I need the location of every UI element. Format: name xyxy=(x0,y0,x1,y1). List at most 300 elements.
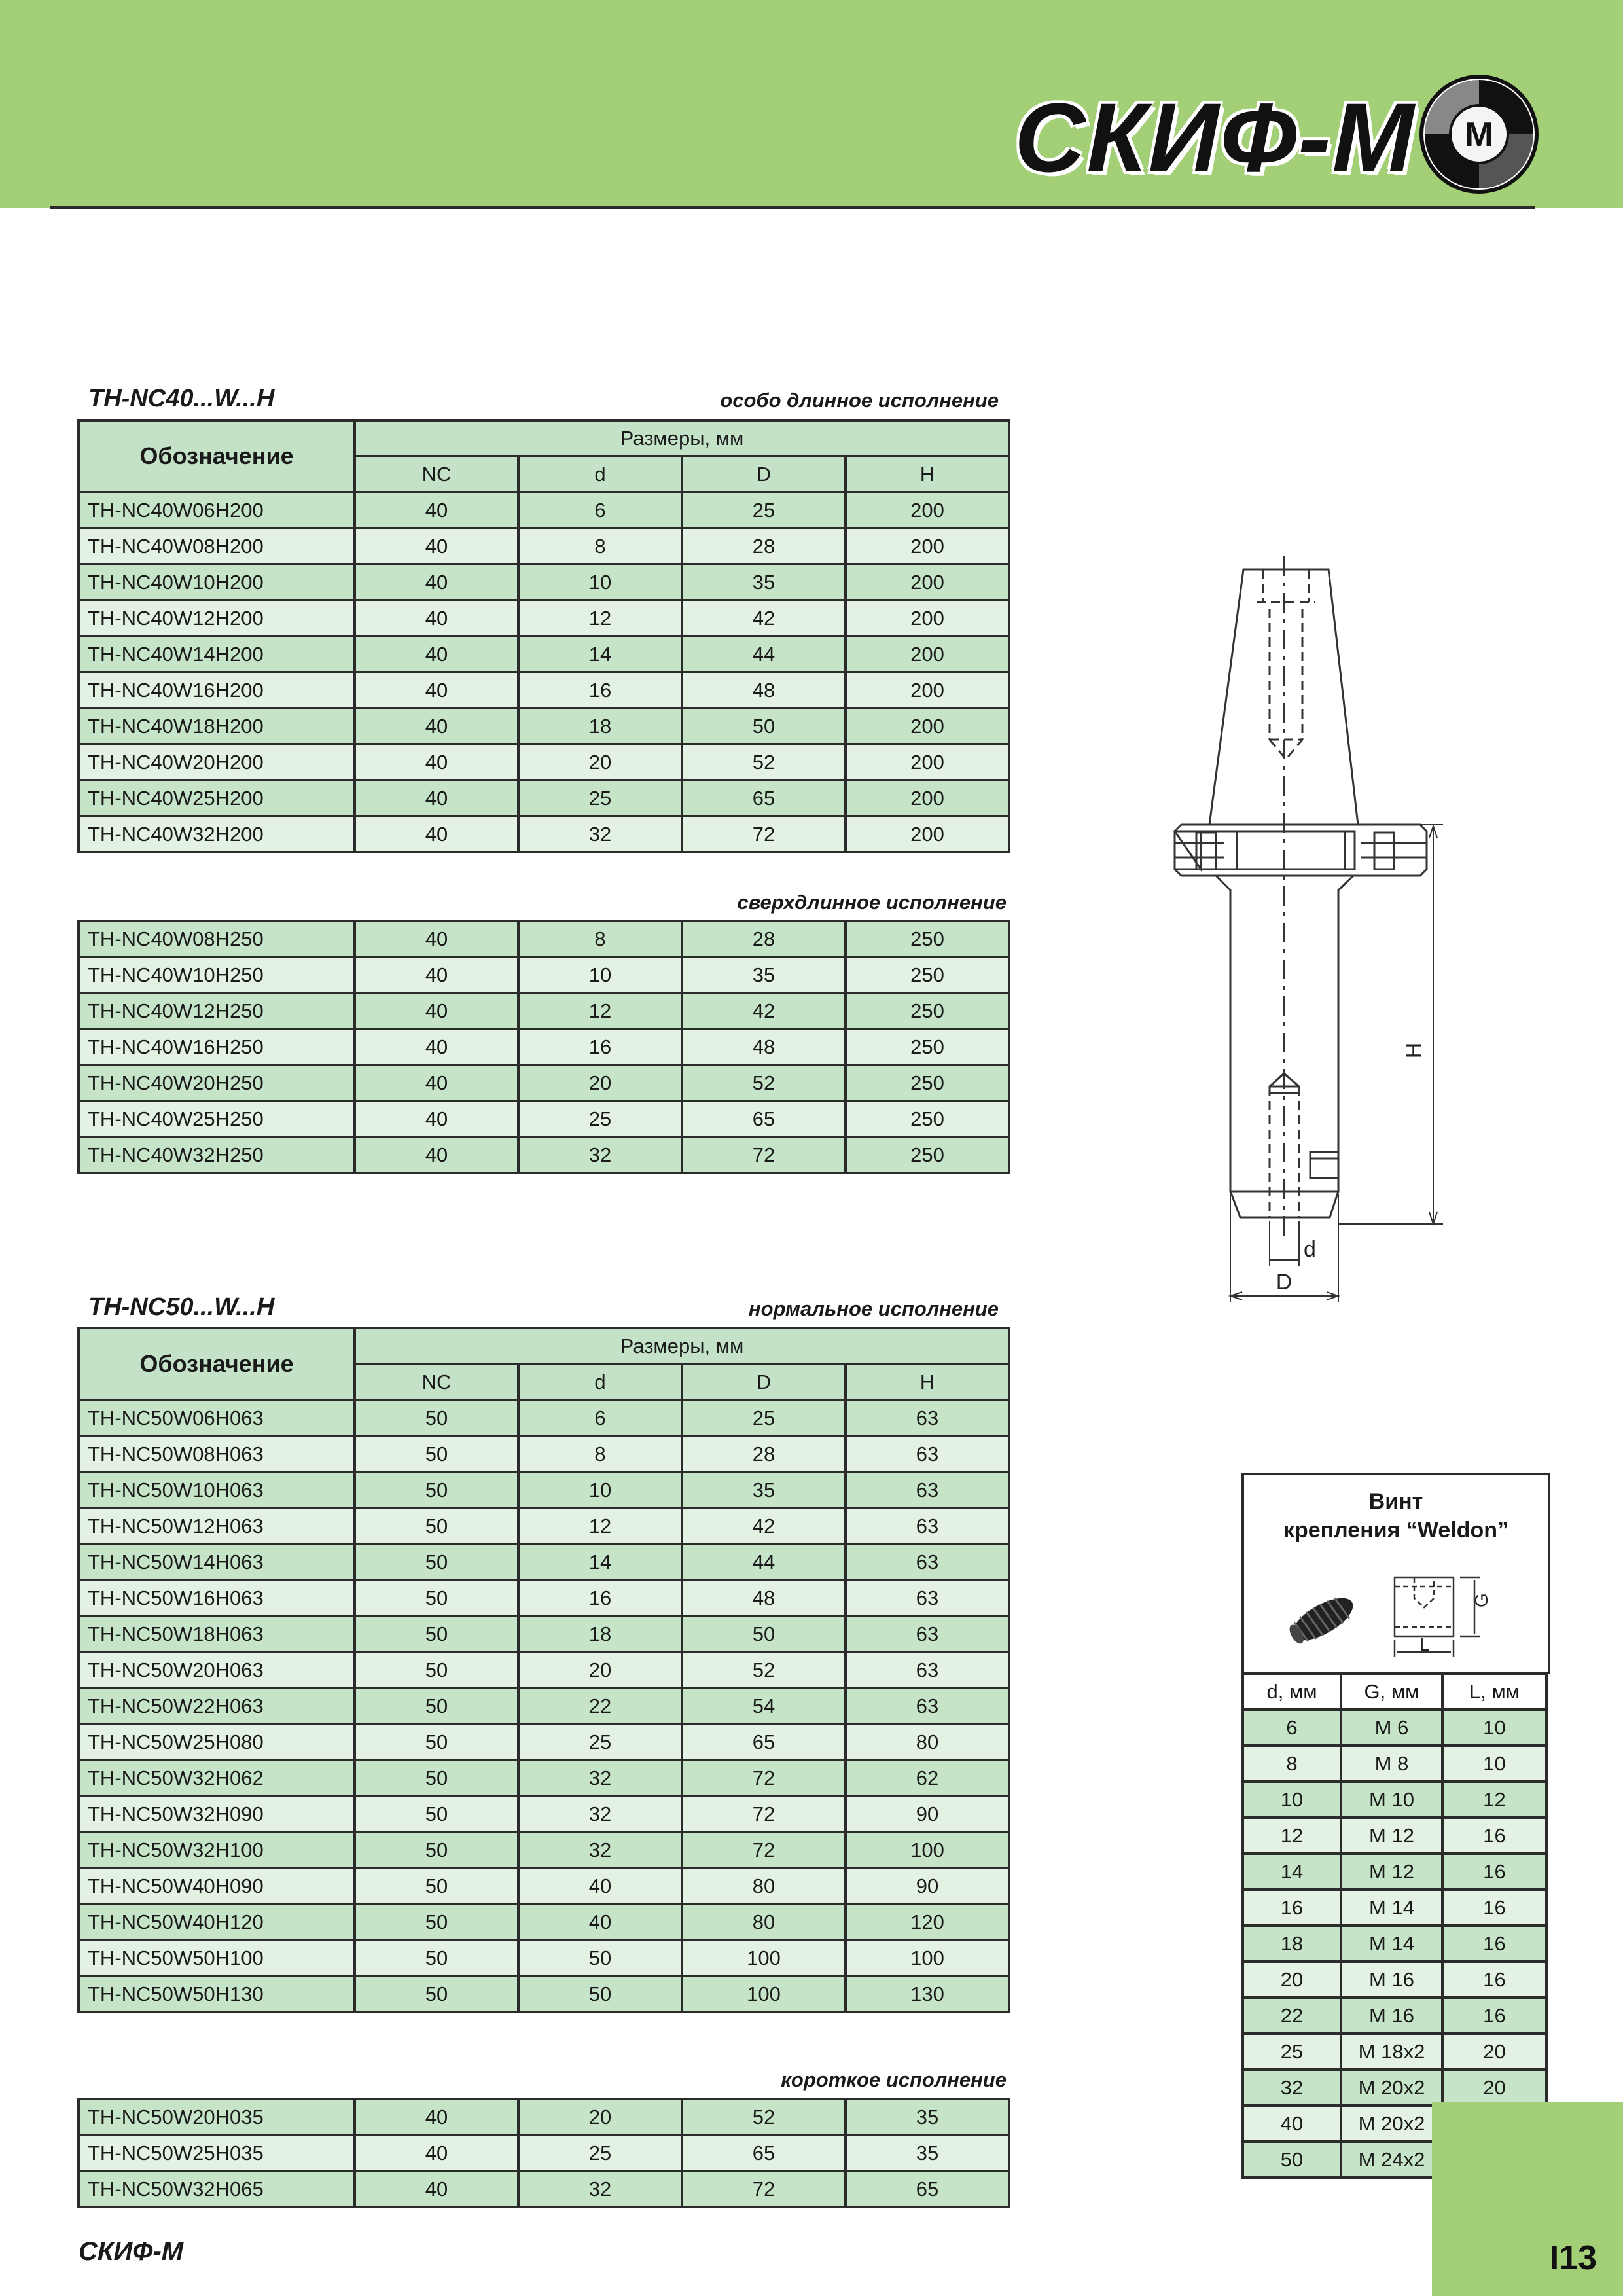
table-row xyxy=(79,816,1009,852)
cell-value: M 20x2 xyxy=(1341,2106,1442,2142)
table-row xyxy=(79,672,1009,708)
cell-value: 48 xyxy=(682,1029,846,1065)
cell-designation: TH-NC50W20H063 xyxy=(79,1652,355,1688)
cell-value: 50 xyxy=(518,1940,682,1976)
table-row xyxy=(79,708,1009,744)
header-sizes: Размеры, мм xyxy=(355,420,1009,456)
cell-designation: TH-NC50W20H035 xyxy=(79,2099,355,2135)
cell-value: 8 xyxy=(518,1436,682,1472)
cell-value: 250 xyxy=(846,1101,1009,1137)
cell-value: 22 xyxy=(518,1688,682,1724)
cell-value: 40 xyxy=(355,2099,518,2135)
table-row xyxy=(79,1137,1009,1173)
cell-value: 40 xyxy=(355,1101,518,1137)
cell-value: 200 xyxy=(846,672,1009,708)
dimension-label-d: d xyxy=(1304,1237,1316,1262)
page-number: I13 xyxy=(1549,2239,1597,2277)
cell-value: 50 xyxy=(355,1688,518,1724)
cell-value: M 24x2 xyxy=(1341,2142,1442,2178)
table-row xyxy=(79,1616,1009,1652)
cell-value: 72 xyxy=(682,1137,846,1173)
cell-value: 32 xyxy=(518,1137,682,1173)
table-row xyxy=(79,1544,1009,1580)
cell-value: 18 xyxy=(1243,1926,1341,1962)
table-nc40-extra xyxy=(77,920,1010,1174)
header-col: H xyxy=(846,1364,1009,1400)
table-row xyxy=(1243,1998,1546,2034)
cell-value: 250 xyxy=(846,957,1009,993)
cell-value: 42 xyxy=(682,600,846,636)
cell-value: 52 xyxy=(682,1652,846,1688)
cell-value: 12 xyxy=(518,1508,682,1544)
header-sizes: Размеры, мм xyxy=(355,1328,1009,1364)
table-row xyxy=(1243,2034,1546,2070)
cell-value: 100 xyxy=(682,1976,846,2012)
table-nc40 xyxy=(77,419,1010,853)
cell-value: 18 xyxy=(518,708,682,744)
cell-value: 100 xyxy=(846,1832,1009,1868)
cell-value: 40 xyxy=(355,528,518,564)
cell-value: 50 xyxy=(682,708,846,744)
cell-value: 40 xyxy=(355,957,518,993)
table-row xyxy=(79,957,1009,993)
cell-value: 200 xyxy=(846,528,1009,564)
cell-value: 200 xyxy=(846,492,1009,528)
cell-designation: TH-NC50W32H090 xyxy=(79,1796,355,1832)
table-row xyxy=(79,1688,1009,1724)
cell-value: 32 xyxy=(518,1796,682,1832)
dimension-label-H: H xyxy=(1402,1042,1427,1059)
table-row xyxy=(1243,1710,1546,1746)
cell-value: 25 xyxy=(682,492,846,528)
cell-designation: TH-NC40W10H200 xyxy=(79,564,355,600)
cell-value: 40 xyxy=(355,492,518,528)
table-row xyxy=(79,600,1009,636)
cell-designation: TH-NC50W40H090 xyxy=(79,1868,355,1904)
cell-designation: TH-NC50W40H120 xyxy=(79,1904,355,1940)
cell-value: 10 xyxy=(1442,1710,1546,1746)
cell-value: 63 xyxy=(846,1400,1009,1436)
cell-designation: TH-NC40W18H200 xyxy=(79,708,355,744)
cell-designation: TH-NC50W06H063 xyxy=(79,1400,355,1436)
cell-value: 63 xyxy=(846,1508,1009,1544)
logo-emblem-icon xyxy=(1417,72,1541,196)
cell-designation: TH-NC50W25H080 xyxy=(79,1724,355,1760)
cell-value: 62 xyxy=(846,1760,1009,1796)
header-col: NC xyxy=(355,1364,518,1400)
cell-value: 40 xyxy=(355,2171,518,2207)
table-row xyxy=(79,528,1009,564)
cell-value: 65 xyxy=(682,1101,846,1137)
cell-designation: TH-NC50W12H063 xyxy=(79,1508,355,1544)
cell-designation: TH-NC50W50H130 xyxy=(79,1976,355,2012)
cell-designation: TH-NC50W18H063 xyxy=(79,1616,355,1652)
cell-value: 72 xyxy=(682,1832,846,1868)
cell-value: M 14 xyxy=(1341,1890,1442,1926)
cell-value: 16 xyxy=(1442,1998,1546,2034)
cell-value: 65 xyxy=(682,1724,846,1760)
screw-diagram-icon xyxy=(1395,1577,1480,1657)
cell-value: M 16 xyxy=(1341,1962,1442,1998)
cell-value: 32 xyxy=(518,2171,682,2207)
cell-value: 40 xyxy=(518,1904,682,1940)
cell-value: 50 xyxy=(1243,2142,1341,2178)
cell-value: 72 xyxy=(682,1760,846,1796)
cell-value: 40 xyxy=(355,744,518,780)
cell-value: 44 xyxy=(682,636,846,672)
cell-value: 42 xyxy=(682,1508,846,1544)
cell-value: 20 xyxy=(518,1065,682,1101)
cell-value: 8 xyxy=(1243,1746,1341,1782)
cell-designation: TH-NC40W25H250 xyxy=(79,1101,355,1137)
cell-value: 50 xyxy=(355,1652,518,1688)
cell-designation: TH-NC50W32H065 xyxy=(79,2171,355,2207)
cell-value: 20 xyxy=(1442,2070,1546,2106)
cell-designation: TH-NC50W10H063 xyxy=(79,1472,355,1508)
section-title-nc50: TH-NC50...W...H xyxy=(88,1293,275,1321)
cell-value: 32 xyxy=(518,816,682,852)
table-row xyxy=(79,1472,1009,1508)
table-row xyxy=(79,1904,1009,1940)
tool-holder-drawing xyxy=(1139,550,1479,1322)
screw-label-G: G xyxy=(1471,1593,1491,1607)
header-col: d xyxy=(518,1364,682,1400)
cell-value: 40 xyxy=(355,672,518,708)
cell-value: M 12 xyxy=(1341,1854,1442,1890)
cell-value: 50 xyxy=(355,1724,518,1760)
cell-value: 40 xyxy=(355,816,518,852)
cell-value: 40 xyxy=(355,993,518,1029)
cell-value: 50 xyxy=(355,1616,518,1652)
cell-value: 50 xyxy=(355,1436,518,1472)
cell-value: 40 xyxy=(355,2135,518,2171)
header-col: H xyxy=(846,456,1009,492)
cell-value: 32 xyxy=(518,1832,682,1868)
cell-value: 25 xyxy=(1243,2034,1341,2070)
cell-value: 12 xyxy=(1442,1782,1546,1818)
cell-value: 10 xyxy=(1442,1746,1546,1782)
cell-value: 50 xyxy=(355,1580,518,1616)
cell-value: 8 xyxy=(518,528,682,564)
cell-value: 40 xyxy=(518,1868,682,1904)
cell-value: 25 xyxy=(518,1101,682,1137)
cell-value: 52 xyxy=(682,2099,846,2135)
cell-value: 90 xyxy=(846,1796,1009,1832)
table-header-row xyxy=(79,420,1009,456)
cell-value: 250 xyxy=(846,1065,1009,1101)
cell-value: M 12 xyxy=(1341,1818,1442,1854)
cell-designation: TH-NC40W08H200 xyxy=(79,528,355,564)
table-row xyxy=(79,1029,1009,1065)
cell-value: 16 xyxy=(1442,1962,1546,1998)
cell-value: 50 xyxy=(355,1508,518,1544)
weldon-title xyxy=(1244,1487,1548,1545)
table-row xyxy=(1243,1962,1546,1998)
cell-value: 35 xyxy=(846,2135,1009,2171)
table-row xyxy=(79,1868,1009,1904)
cell-value: 16 xyxy=(1442,1818,1546,1854)
cell-value: 50 xyxy=(355,1544,518,1580)
weldon-screw-illustration xyxy=(1264,1567,1539,1672)
header-col: L, мм xyxy=(1442,1674,1546,1710)
table-row xyxy=(79,1065,1009,1101)
footer-brand: СКИФ-М xyxy=(79,2237,184,2266)
cell-value: 130 xyxy=(846,1976,1009,2012)
table-row xyxy=(79,1101,1009,1137)
cell-value: 35 xyxy=(682,957,846,993)
table-row xyxy=(79,921,1009,957)
cell-value: 48 xyxy=(682,672,846,708)
cell-designation: TH-NC50W32H062 xyxy=(79,1760,355,1796)
cell-value: 40 xyxy=(355,636,518,672)
cell-value: 80 xyxy=(682,1868,846,1904)
cell-designation: TH-NC50W16H063 xyxy=(79,1580,355,1616)
cell-value: 63 xyxy=(846,1688,1009,1724)
table-row xyxy=(79,1652,1009,1688)
cell-value: 25 xyxy=(518,780,682,816)
section-title-nc40: TH-NC40...W...H xyxy=(88,385,275,412)
cell-value: 40 xyxy=(1243,2106,1341,2142)
cell-value: 250 xyxy=(846,993,1009,1029)
cell-designation: TH-NC50W32H100 xyxy=(79,1832,355,1868)
cell-designation: TH-NC40W10H250 xyxy=(79,957,355,993)
cell-value: M 20x2 xyxy=(1341,2070,1442,2106)
cell-value: 200 xyxy=(846,708,1009,744)
cell-value: 35 xyxy=(682,1472,846,1508)
cell-value: 18 xyxy=(518,1616,682,1652)
cell-value: 200 xyxy=(846,816,1009,852)
table-row xyxy=(79,492,1009,528)
section-note-nc50-extra: короткое исполнение xyxy=(781,2068,1007,2091)
cell-value: 8 xyxy=(518,921,682,957)
section-note-nc40: особо длинное исполнение xyxy=(720,389,999,412)
cell-value: 35 xyxy=(682,564,846,600)
cell-value: 35 xyxy=(846,2099,1009,2135)
section-note-nc50: нормальное исполнение xyxy=(748,1297,999,1320)
cell-value: 250 xyxy=(846,921,1009,957)
cell-value: 6 xyxy=(518,1400,682,1436)
cell-value: 72 xyxy=(682,1796,846,1832)
cell-value: 90 xyxy=(846,1868,1009,1904)
table-row xyxy=(79,1976,1009,2012)
cell-value: 50 xyxy=(682,1616,846,1652)
cell-value: 14 xyxy=(1243,1854,1341,1890)
cell-value: 25 xyxy=(518,1724,682,1760)
cell-value: 65 xyxy=(846,2171,1009,2207)
cell-value: 16 xyxy=(518,1580,682,1616)
cell-value: 25 xyxy=(518,2135,682,2171)
logo-text: СКИФ-М xyxy=(1014,82,1416,192)
cell-value: 50 xyxy=(355,1904,518,1940)
table-row xyxy=(1243,1782,1546,1818)
cell-value: 40 xyxy=(355,600,518,636)
cell-value: 20 xyxy=(1243,1962,1341,1998)
weldon-screw-panel xyxy=(1241,1473,1550,1674)
table-row xyxy=(79,993,1009,1029)
brand-logo xyxy=(1014,72,1538,203)
cell-value: 50 xyxy=(355,1400,518,1436)
cell-value: 6 xyxy=(518,492,682,528)
cell-value: 50 xyxy=(355,1760,518,1796)
cell-value: 40 xyxy=(355,564,518,600)
cell-value: 65 xyxy=(682,780,846,816)
cell-designation: TH-NC40W25H200 xyxy=(79,780,355,816)
section-note-nc40-extra: сверхдлинное исполнение xyxy=(737,891,1007,914)
cell-value: 50 xyxy=(355,1472,518,1508)
cell-value: 25 xyxy=(682,1400,846,1436)
cell-value: 50 xyxy=(518,1976,682,2012)
cell-designation: TH-NC50W50H100 xyxy=(79,1940,355,1976)
cell-designation: TH-NC40W12H200 xyxy=(79,600,355,636)
cell-value: 63 xyxy=(846,1616,1009,1652)
cell-value: 42 xyxy=(682,993,846,1029)
cell-value: 250 xyxy=(846,1029,1009,1065)
table-row xyxy=(79,1724,1009,1760)
table-row xyxy=(79,744,1009,780)
header-col: d, мм xyxy=(1243,1674,1341,1710)
cell-value: 40 xyxy=(355,1137,518,1173)
cell-value: 16 xyxy=(518,672,682,708)
table-nc50-extra xyxy=(77,2098,1010,2208)
cell-value: 14 xyxy=(518,636,682,672)
table-header-row xyxy=(1243,1674,1546,1710)
cell-value: 16 xyxy=(1442,1890,1546,1926)
cell-value: 63 xyxy=(846,1436,1009,1472)
cell-value: 40 xyxy=(355,1065,518,1101)
cell-value: 22 xyxy=(1243,1998,1341,2034)
cell-designation: TH-NC50W25H035 xyxy=(79,2135,355,2171)
cell-value: 63 xyxy=(846,1472,1009,1508)
cell-value: 50 xyxy=(355,1832,518,1868)
cell-value: 44 xyxy=(682,1544,846,1580)
cell-value: 52 xyxy=(682,744,846,780)
cell-value: 120 xyxy=(846,1904,1009,1940)
cell-value: 200 xyxy=(846,780,1009,816)
cell-value: 63 xyxy=(846,1544,1009,1580)
cell-value: 72 xyxy=(682,2171,846,2207)
cell-designation: TH-NC40W20H250 xyxy=(79,1065,355,1101)
cell-value: 12 xyxy=(518,993,682,1029)
table-row xyxy=(79,636,1009,672)
cell-value: 200 xyxy=(846,564,1009,600)
cell-designation: TH-NC40W20H200 xyxy=(79,744,355,780)
cell-value: 63 xyxy=(846,1652,1009,1688)
cell-designation: TH-NC40W06H200 xyxy=(79,492,355,528)
cell-value: 20 xyxy=(518,1652,682,1688)
header-col: D xyxy=(682,1364,846,1400)
cell-value: M 8 xyxy=(1341,1746,1442,1782)
cell-value: 20 xyxy=(518,2099,682,2135)
table-row xyxy=(79,1508,1009,1544)
header-col: NC xyxy=(355,456,518,492)
cell-value: 16 xyxy=(1442,1854,1546,1890)
cell-value: 16 xyxy=(1243,1890,1341,1926)
cell-value: 12 xyxy=(1243,1818,1341,1854)
table-row xyxy=(79,1436,1009,1472)
table-row xyxy=(1243,2070,1546,2106)
header-divider xyxy=(50,206,1535,209)
cell-value: 32 xyxy=(1243,2070,1341,2106)
table-row xyxy=(79,1832,1009,1868)
cell-value: 50 xyxy=(355,1976,518,2012)
cell-designation: TH-NC50W14H063 xyxy=(79,1544,355,1580)
cell-value: M 6 xyxy=(1341,1710,1442,1746)
cell-value: 12 xyxy=(518,600,682,636)
cell-value: 50 xyxy=(355,1940,518,1976)
table-row xyxy=(1243,1926,1546,1962)
cell-value: 28 xyxy=(682,528,846,564)
table-row xyxy=(79,2135,1009,2171)
cell-value: 200 xyxy=(846,744,1009,780)
cell-value: M 14 xyxy=(1341,1926,1442,1962)
cell-value: 100 xyxy=(682,1940,846,1976)
cell-designation: TH-NC50W08H063 xyxy=(79,1436,355,1472)
cell-value: 10 xyxy=(518,564,682,600)
table-row xyxy=(79,1940,1009,1976)
cell-value: M 18x2 xyxy=(1341,2034,1442,2070)
table-row xyxy=(1243,1746,1546,1782)
header-col: G, мм xyxy=(1341,1674,1442,1710)
cell-value: 48 xyxy=(682,1580,846,1616)
cell-value: 10 xyxy=(518,957,682,993)
cell-value: 52 xyxy=(682,1065,846,1101)
cell-value: 40 xyxy=(355,921,518,957)
cell-value: 100 xyxy=(846,1940,1009,1976)
screw-label-L: L xyxy=(1419,1634,1430,1655)
cell-designation: TH-NC40W16H200 xyxy=(79,672,355,708)
weldon-title-line2: крепления “Weldon” xyxy=(1283,1518,1509,1543)
table-row xyxy=(79,780,1009,816)
cell-value: 80 xyxy=(682,1904,846,1940)
cell-value: 14 xyxy=(518,1544,682,1580)
table-header-row xyxy=(79,1328,1009,1364)
cell-designation: TH-NC40W14H200 xyxy=(79,636,355,672)
cell-value: 10 xyxy=(518,1472,682,1508)
cell-value: 6 xyxy=(1243,1710,1341,1746)
cell-value: 32 xyxy=(518,1760,682,1796)
cell-value: 16 xyxy=(1442,1926,1546,1962)
header-col: D xyxy=(682,456,846,492)
weldon-title-line1: Винт xyxy=(1368,1489,1423,1514)
table-row xyxy=(1243,1854,1546,1890)
header-designation: Обозначение xyxy=(79,420,355,492)
cell-value: 72 xyxy=(682,816,846,852)
cell-value: 80 xyxy=(846,1724,1009,1760)
cell-value: 20 xyxy=(1442,2034,1546,2070)
cell-designation: TH-NC40W16H250 xyxy=(79,1029,355,1065)
cell-value: 50 xyxy=(355,1796,518,1832)
cell-value: 40 xyxy=(355,780,518,816)
cell-value: 200 xyxy=(846,636,1009,672)
cell-value: 250 xyxy=(846,1137,1009,1173)
header-designation: Обозначение xyxy=(79,1328,355,1400)
cell-designation: TH-NC50W22H063 xyxy=(79,1688,355,1724)
header-col: d xyxy=(518,456,682,492)
screw-photo-icon xyxy=(1285,1590,1359,1649)
table-row xyxy=(79,564,1009,600)
table-row xyxy=(79,2171,1009,2207)
cell-value: 28 xyxy=(682,1436,846,1472)
cell-value: 54 xyxy=(682,1688,846,1724)
table-row xyxy=(79,1796,1009,1832)
cell-value: M 10 xyxy=(1341,1782,1442,1818)
cell-designation: TH-NC40W32H200 xyxy=(79,816,355,852)
cell-designation: TH-NC40W08H250 xyxy=(79,921,355,957)
cell-designation: TH-NC40W12H250 xyxy=(79,993,355,1029)
table-row xyxy=(79,1580,1009,1616)
cell-value: 63 xyxy=(846,1580,1009,1616)
cell-designation: TH-NC40W32H250 xyxy=(79,1137,355,1173)
